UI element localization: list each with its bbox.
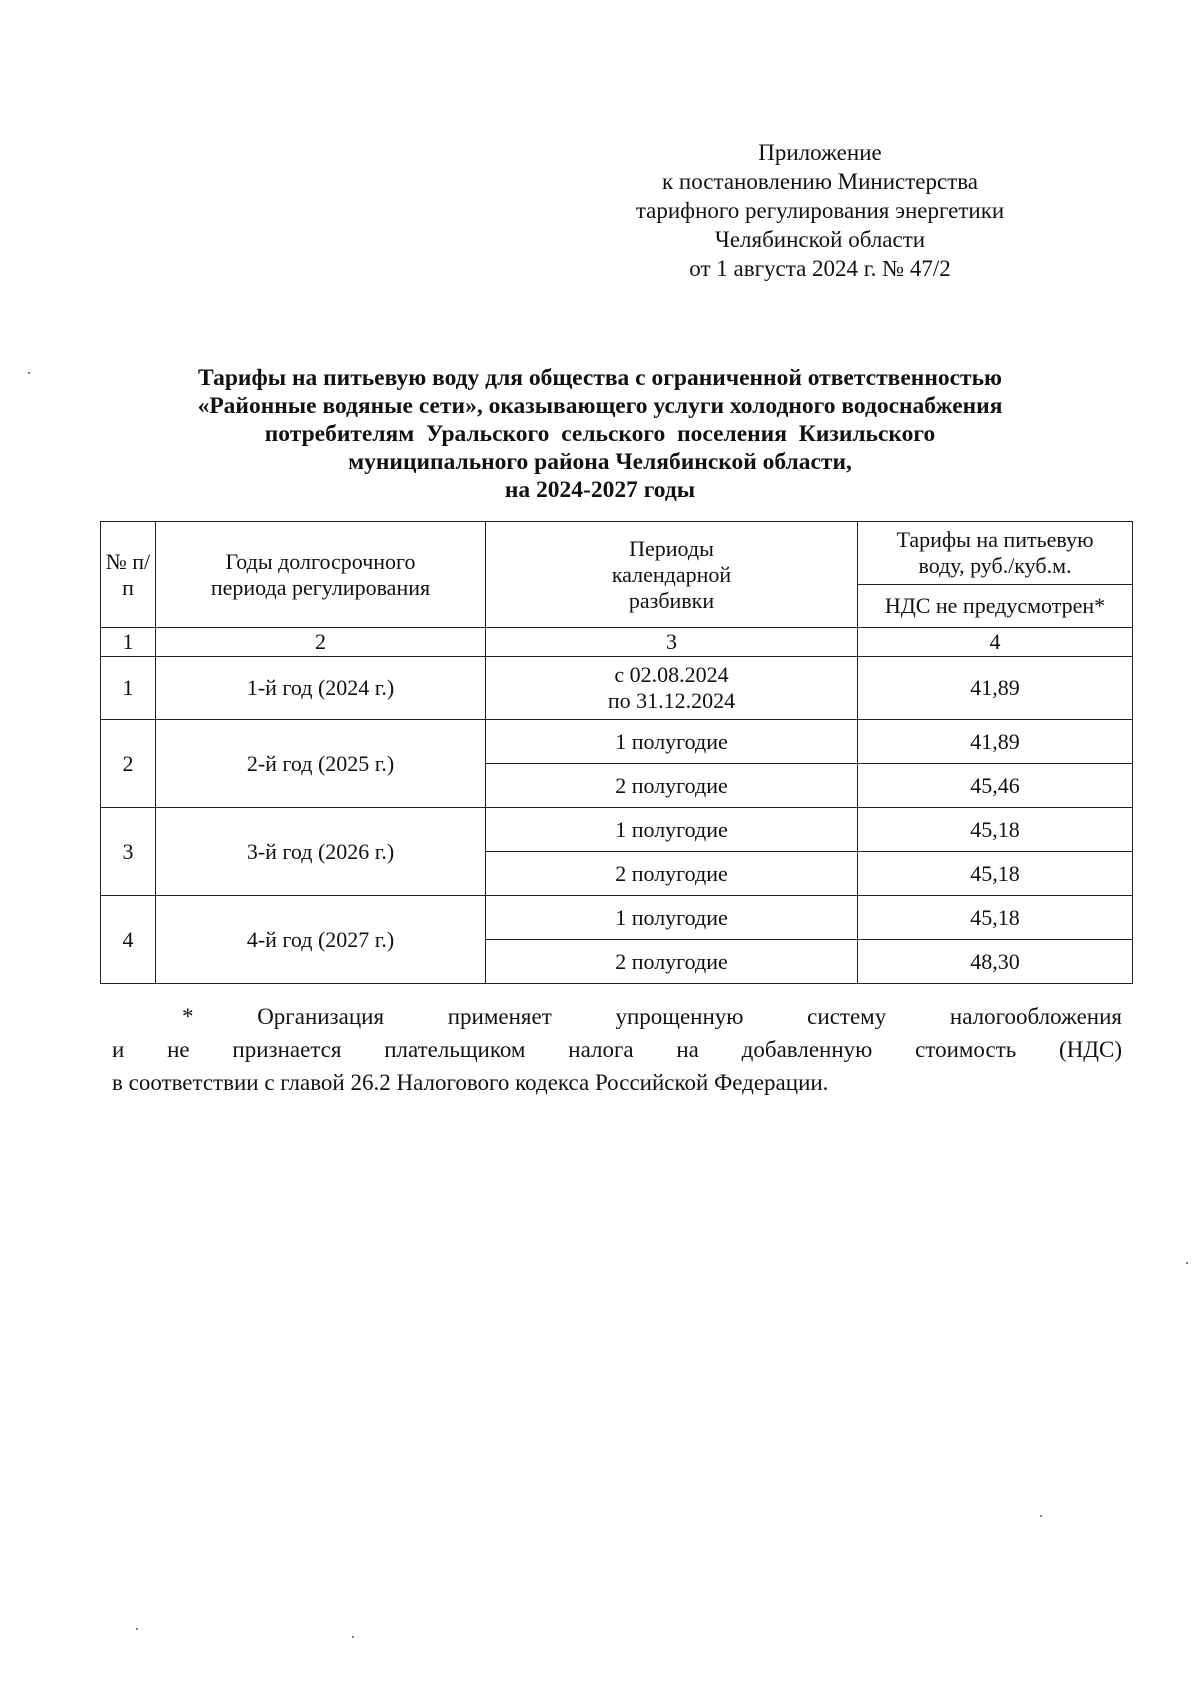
footnote-line-1 (112, 1000, 1122, 1033)
title-line: потребителям Уральского сельского поселения Кизильского (264, 421, 936, 447)
footnote-word: налогообложения (949, 1004, 1122, 1029)
appendix-line: Приложение (758, 140, 882, 165)
row-tariff: 48,30 (858, 940, 1133, 984)
table-row (101, 657, 1133, 720)
scan-speck (28, 372, 30, 374)
column-numbers-row (101, 628, 1133, 657)
footnote-word: упрощенную (615, 1004, 744, 1029)
footnote-line-2: и не признается плательщиком налога на добавленную стоимость (НДС) (112, 1037, 1122, 1062)
appendix-header (560, 138, 1080, 283)
footnote-word: систему (807, 1004, 887, 1029)
footnote-star: * (182, 1004, 194, 1029)
row-period: 2 полугодие (486, 764, 858, 808)
table-row (101, 720, 1133, 764)
title-line: Тарифы на питьевую воду для общества с ограниченной ответственностью (198, 365, 1002, 391)
row-year: 2-й год (2025 г.) (156, 720, 486, 808)
column-number: 4 (858, 628, 1133, 657)
header-vat-note: НДС не предусмотрен* (858, 585, 1133, 628)
row-num: 4 (101, 896, 156, 984)
table-header-row (101, 522, 1133, 585)
appendix-line: тарифного регулирования энергетики (635, 198, 1005, 223)
row-period: 1 полугодие (486, 896, 858, 940)
column-number: 3 (486, 628, 858, 657)
scan-speck (1186, 1262, 1188, 1264)
footnote-line-3: в соответствии с главой 26.2 Налогового кодекса Российской Федерации. (112, 1070, 829, 1095)
table-row (101, 896, 1133, 940)
row-num: 2 (101, 720, 156, 808)
header-num: № п/п (101, 522, 156, 628)
title-line: «Районные водяные сети», оказывающего услуги холодного водоснабжения (197, 393, 1003, 419)
row-tariff: 45,18 (858, 852, 1133, 896)
row-year: 3-й год (2026 г.) (156, 808, 486, 896)
document-title (80, 364, 1120, 504)
row-tariff: 41,89 (858, 657, 1133, 720)
title-line: муниципального района Челябинской области, (348, 449, 852, 475)
scan-speck (352, 1636, 354, 1638)
header-tariffs: Тарифы на питьевую воду, руб./куб.м. (858, 522, 1133, 585)
row-period: 1 полугодие (486, 720, 858, 764)
table-row (101, 808, 1133, 852)
row-period: 2 полугодие (486, 852, 858, 896)
appendix-line: к постановлению Министерства (661, 169, 979, 194)
row-tariff: 45,18 (858, 896, 1133, 940)
scan-speck (136, 1628, 138, 1630)
appendix-line: Челябинской области (714, 227, 926, 252)
footnote-word: применяет (447, 1004, 552, 1029)
header-years: Годы долгосрочного периода регулирования (156, 522, 486, 628)
row-period: 2 полугодие (486, 940, 858, 984)
title-line: на 2024-2027 годы (504, 477, 696, 503)
row-tariff: 41,89 (858, 720, 1133, 764)
row-num: 1 (101, 657, 156, 720)
row-tariff: 45,18 (858, 808, 1133, 852)
header-periods: Периоды календарной разбивки (486, 522, 858, 628)
row-num: 3 (101, 808, 156, 896)
row-year: 4-й год (2027 г.) (156, 896, 486, 984)
appendix-line: от 1 августа 2024 г. № 47/2 (689, 256, 951, 281)
footnote-word: Организация (257, 1004, 385, 1029)
tariffs-table (100, 521, 1133, 984)
row-year: 1-й год (2024 г.) (156, 657, 486, 720)
column-number: 1 (101, 628, 156, 657)
scan-speck (1040, 1515, 1042, 1517)
row-tariff: 45,46 (858, 764, 1133, 808)
column-number: 2 (156, 628, 486, 657)
row-period: с 02.08.2024 по 31.12.2024 (486, 657, 858, 720)
footnote (112, 1000, 1122, 1099)
row-period: 1 полугодие (486, 808, 858, 852)
